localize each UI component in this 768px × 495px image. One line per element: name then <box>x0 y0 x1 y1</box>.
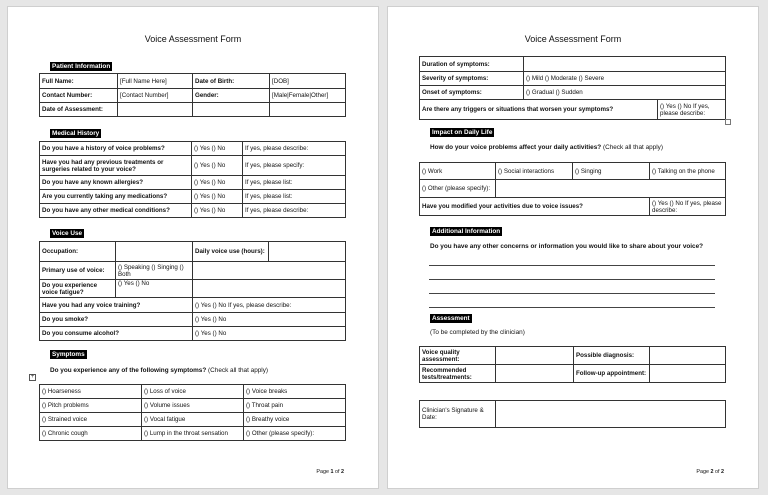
section-heading-symptoms: Symptoms <box>52 351 85 358</box>
impact-option-phone[interactable]: () Talking on the phone <box>650 163 726 180</box>
dob-label: Date of Birth: <box>193 74 270 89</box>
triggers-options[interactable]: () Yes () No If yes, please describe: <box>658 100 726 120</box>
impact-question <box>430 144 663 151</box>
yes-no-option[interactable]: () Yes () No <box>192 190 243 204</box>
full-name-label: Full Name: <box>40 74 118 89</box>
symptom-option[interactable]: () Pitch problems <box>40 399 142 413</box>
answer-line[interactable] <box>429 265 715 266</box>
symptom-details-table <box>419 56 726 120</box>
voice-quality-label: Voice quality assessment: <box>420 347 496 365</box>
footer-prefix: Page <box>316 469 331 475</box>
empty-cell <box>193 103 270 117</box>
impact-option-social[interactable]: () Social interactions <box>496 163 573 180</box>
yes-no-option[interactable]: () Yes () No <box>192 176 243 190</box>
page-title: Voice Assessment Form <box>524 34 622 44</box>
voice-quality-field[interactable] <box>496 347 574 365</box>
symptoms-question <box>50 367 268 374</box>
onset-options[interactable]: () Gradual () Sudden <box>524 86 726 100</box>
alcohol-options[interactable]: () Yes () No <box>193 327 346 341</box>
contact-number-field[interactable]: [Contact Number] <box>118 89 193 103</box>
impact-table <box>419 162 726 216</box>
patient-information-table <box>39 73 346 117</box>
gender-field[interactable]: [Male|Female|Other] <box>270 89 346 103</box>
yes-no-option[interactable]: () Yes () No <box>192 204 243 218</box>
page-1 <box>7 6 379 489</box>
page-footer <box>696 469 724 475</box>
medical-history-table <box>39 141 346 218</box>
possible-diagnosis-field[interactable] <box>650 347 726 365</box>
smoke-options[interactable]: () Yes () No <box>193 313 346 327</box>
section-heading-impact-on-daily-life: Impact on Daily Life <box>432 129 493 136</box>
symptom-option[interactable]: () Vocal fatigue <box>142 413 244 427</box>
primary-use-options[interactable]: () Speaking () Singing () Both <box>116 262 193 280</box>
medical-question: Are you currently taking any medications? <box>40 190 192 204</box>
follow-up-field[interactable]: If yes, please describe: <box>243 142 346 156</box>
assessment-note: (To be completed by the clinician) <box>430 329 525 336</box>
follow-up-field[interactable]: If yes, please list: <box>243 190 346 204</box>
additional-question-text: Do you have any other concerns or information you would like to share about your voice? <box>430 243 704 250</box>
signature-label: Clinician's Signature & Date: <box>420 401 496 428</box>
follow-up-label: Follow-up appointment: <box>574 365 650 383</box>
medical-question: Do you have any known allergies? <box>40 176 192 190</box>
triggers-label: Are there any triggers or situations that worsen your symptoms? <box>420 100 658 120</box>
voice-use-table <box>39 241 346 341</box>
follow-up-field[interactable] <box>650 365 726 383</box>
symptom-option[interactable]: () Other (please specify): <box>244 427 346 441</box>
cell-marker-icon <box>725 119 731 125</box>
severity-label: Severity of symptoms: <box>420 72 524 86</box>
impact-question-note: (Check all that apply) <box>601 144 663 151</box>
daily-voice-use-field[interactable] <box>269 242 346 262</box>
follow-up-field[interactable]: If yes, please list: <box>243 176 346 190</box>
page-2 <box>387 6 759 489</box>
voice-training-label: Have you had any voice training? <box>40 298 193 313</box>
section-heading-assessment: Assessment <box>432 315 470 322</box>
impact-option-singing[interactable]: () Singing <box>573 163 650 180</box>
footer-of: of <box>713 469 721 475</box>
voice-fatigue-options[interactable]: () Yes () No <box>116 280 193 298</box>
medical-question: Do you have any other medical conditions? <box>40 204 192 218</box>
date-of-assessment-field[interactable] <box>118 103 193 117</box>
symptoms-question-text: Do you experience any of the following symptoms? <box>50 367 207 374</box>
symptom-option[interactable]: () Volume issues <box>142 399 244 413</box>
section-heading-patient-information: Patient Information <box>52 63 111 70</box>
contact-number-label: Contact Number: <box>40 89 118 103</box>
duration-label: Duration of symptoms: <box>420 57 524 72</box>
symptom-option[interactable]: () Loss of voice <box>142 385 244 399</box>
symptom-option[interactable]: () Voice breaks <box>244 385 346 399</box>
recommended-tests-label: Recommended tests/treatments: <box>420 365 496 383</box>
section-heading-additional-information: Additional Information <box>432 228 501 235</box>
section-heading-voice-use: Voice Use <box>52 230 83 237</box>
footer-of: of <box>333 469 341 475</box>
signature-table <box>419 400 726 428</box>
impact-question-text: How do your voice problems affect your daily activities? <box>430 144 602 151</box>
page-footer <box>316 469 344 475</box>
occupation-label: Occupation: <box>40 242 116 262</box>
assessment-table <box>419 346 726 383</box>
modified-activities-label: Have you modified your activities due to voice issues? <box>420 198 650 216</box>
empty-cell <box>193 280 346 298</box>
symptom-option[interactable]: () Lump in the throat sensation <box>142 427 244 441</box>
answer-line[interactable] <box>429 293 715 294</box>
alcohol-label: Do you consume alcohol? <box>40 327 193 341</box>
empty-cell <box>496 180 726 198</box>
onset-label: Onset of symptoms: <box>420 86 524 100</box>
impact-option-work[interactable]: () Work <box>420 163 496 180</box>
footer-prefix: Page <box>696 469 711 475</box>
possible-diagnosis-label: Possible diagnosis: <box>574 347 650 365</box>
medical-question: Have you had any previous treatments or surgeries related to your voice? <box>40 156 192 176</box>
follow-up-field[interactable]: If yes, please specify: <box>243 156 346 176</box>
medical-question: Do you have a history of voice problems? <box>40 142 192 156</box>
symptom-option[interactable]: () Hoarseness <box>40 385 142 399</box>
page-number: 2 <box>710 469 714 475</box>
date-of-assessment-label: Date of Assessment: <box>40 103 118 117</box>
page-number: 1 <box>330 469 334 475</box>
empty-cell <box>270 103 346 117</box>
voice-fatigue-label: Do you experience voice fatigue? <box>40 280 116 298</box>
empty-cell <box>193 262 346 280</box>
yes-no-option[interactable]: () Yes () No <box>192 156 243 176</box>
symptom-option[interactable]: () Throat pain <box>244 399 346 413</box>
daily-voice-use-label: Daily voice use (hours): <box>193 242 269 262</box>
primary-use-label: Primary use of voice: <box>40 262 116 280</box>
recommended-tests-field[interactable] <box>496 365 574 383</box>
dob-field[interactable]: [DOB] <box>270 74 346 89</box>
impact-option-other[interactable]: () Other (please specify): <box>420 180 496 198</box>
symptom-option[interactable]: () Strained voice <box>40 413 142 427</box>
symptoms-question-note: (Check all that apply) <box>206 367 269 374</box>
duration-field[interactable] <box>524 57 726 72</box>
symptom-option[interactable]: () Chronic cough <box>40 427 142 441</box>
table-move-handle-icon[interactable]: + <box>30 374 35 380</box>
yes-no-option[interactable]: () Yes () No <box>192 142 243 156</box>
page-total: 2 <box>721 469 724 475</box>
full-name-field[interactable]: [Full Name Here] <box>118 74 193 89</box>
modified-activities-options[interactable]: () Yes () No If yes, please describe: <box>650 198 726 216</box>
additional-question <box>430 243 703 250</box>
follow-up-field[interactable]: If yes, please describe: <box>243 204 346 218</box>
voice-training-options[interactable]: () Yes () No If yes, please describe: <box>193 298 346 313</box>
symptom-option[interactable]: () Breathy voice <box>244 413 346 427</box>
severity-options[interactable]: () Mild () Moderate () Severe <box>524 72 726 86</box>
signature-field[interactable] <box>496 401 726 428</box>
symptoms-checklist-table <box>39 384 346 441</box>
page-title: Voice Assessment Form <box>144 34 242 44</box>
smoke-label: Do you smoke? <box>40 313 193 327</box>
occupation-field[interactable] <box>116 242 193 262</box>
answer-line[interactable] <box>429 279 715 280</box>
gender-label: Gender: <box>193 89 270 103</box>
page-total: 2 <box>341 469 344 475</box>
answer-line[interactable] <box>429 307 715 308</box>
section-heading-medical-history: Medical History <box>52 130 100 137</box>
